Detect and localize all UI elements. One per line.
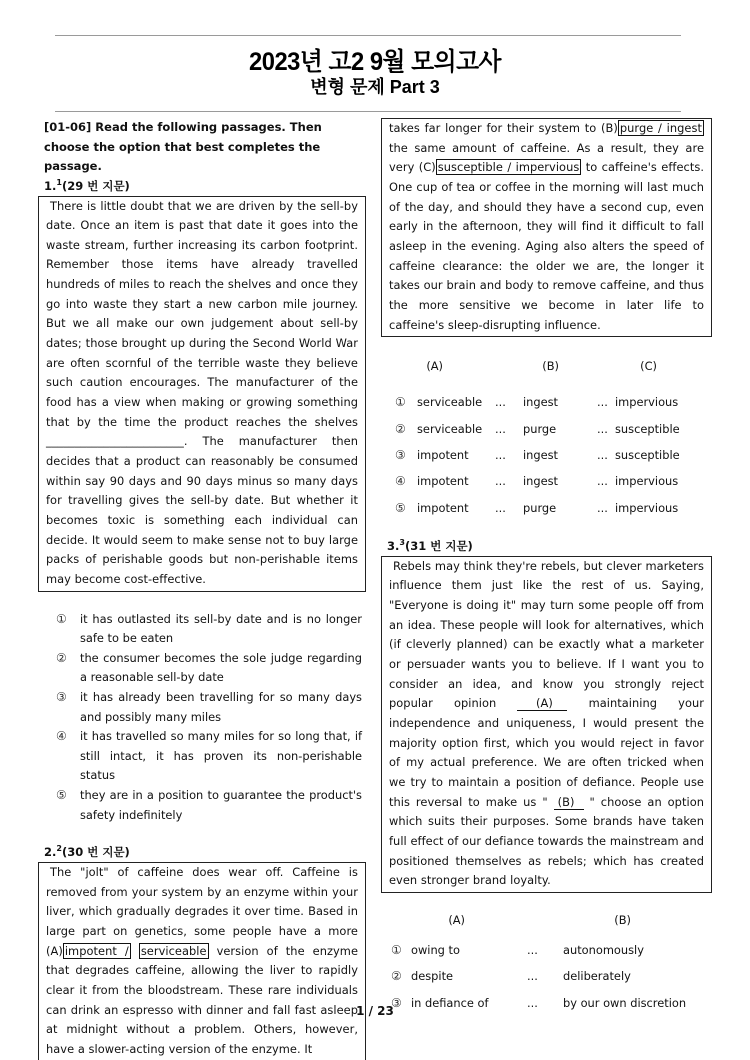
separator: ... bbox=[495, 447, 506, 462]
option-a: serviceable bbox=[417, 421, 483, 436]
option-number: ② bbox=[395, 421, 406, 436]
q1-option-4[interactable] bbox=[56, 727, 366, 786]
q3-blank-b: (B) bbox=[554, 795, 584, 810]
option-number: ④ bbox=[395, 474, 406, 489]
q2-option-3[interactable] bbox=[381, 442, 712, 468]
header-rule bbox=[55, 111, 681, 112]
separator: ... bbox=[597, 395, 608, 410]
option-text: they are in a position to guarantee the product's safety indefinitely bbox=[80, 787, 362, 822]
q2-answer-table bbox=[381, 347, 712, 520]
q3-text-3: " choose an option which suits their purposes. Some brands have taken full effect of our defiance towards the mainstream and positioned themselves as rebels; which has created even stronger brand loyalty. bbox=[389, 794, 704, 888]
option-number: ② bbox=[56, 650, 67, 665]
q1-option-3[interactable] bbox=[56, 688, 366, 727]
q3-number: 3. bbox=[387, 538, 400, 553]
option-text: it has outlasted its sell-by date and is no longer safe to be eaten bbox=[80, 611, 362, 646]
q2-number: 2. bbox=[44, 845, 57, 860]
option-c: impervious bbox=[615, 500, 679, 515]
option-b: deliberately bbox=[563, 969, 631, 984]
q1-source: (29 번 지문) bbox=[61, 178, 130, 193]
q2-choice-a-box-2: serviceable bbox=[140, 943, 207, 958]
q2-text-5: to caffeine's effects. One cup of tea or coffee in the morning will last much of the day, and should they have a second cup, even early in the afternoon, they will find it difficult to fall asleep in the evening. Aging also alters the speed of caffeine clearance: the older we are, the longer it takes our brain and body to remove caffeine, and thus the more sensitive we become in later life to caffeine's sleep-disrupting influence. bbox=[389, 160, 704, 332]
q2-table-header bbox=[381, 347, 712, 383]
q3-option-2[interactable] bbox=[381, 963, 712, 989]
separator: ... bbox=[495, 395, 506, 410]
q2-passage-part1 bbox=[38, 862, 366, 1060]
q3-option-1[interactable] bbox=[381, 937, 712, 963]
option-a: despite bbox=[411, 969, 454, 984]
q1-passage-text-2: . The manufacturer then decides that a product can reasonably be consumed within say 90 days and 90 days minus so many days for travelling gives the sell-by date. But whether it becomes toxic is something each individual can decide. It would seem to make sense not to buy large packs of perishable goods but non-perishable items may become cost-effective. bbox=[46, 434, 358, 586]
separator: ... bbox=[527, 969, 538, 984]
option-b: ingest bbox=[523, 474, 559, 489]
q2-option-4[interactable] bbox=[381, 468, 712, 494]
option-number: ③ bbox=[391, 995, 402, 1010]
page-title: 2023년 고2 9월 모의고사 bbox=[248, 48, 502, 76]
q2-header-a: (A) bbox=[426, 359, 443, 374]
option-c: impervious bbox=[615, 474, 679, 489]
option-a: impotent bbox=[417, 474, 469, 489]
separator: ... bbox=[597, 447, 608, 462]
q3-header-a: (A) bbox=[448, 912, 465, 927]
page-subtitle: 변형 문제 Part 3 bbox=[310, 77, 440, 97]
separator: ... bbox=[597, 474, 608, 489]
q1-options bbox=[38, 592, 366, 826]
option-text: the consumer becomes the sole judge regarding a reasonable sell-by date bbox=[80, 650, 362, 685]
q2-option-1[interactable] bbox=[381, 389, 712, 415]
q2-heading bbox=[38, 843, 366, 862]
q2-option-5[interactable] bbox=[381, 494, 712, 520]
option-b: purge bbox=[523, 500, 557, 515]
q2-choice-b-box: purge / ingest bbox=[619, 121, 702, 135]
q1-option-1[interactable] bbox=[56, 610, 366, 649]
left-column bbox=[38, 118, 366, 1060]
separator: ... bbox=[495, 500, 506, 515]
top-rule bbox=[55, 35, 681, 36]
q3-answer-table bbox=[381, 901, 712, 1016]
q2-text-3: takes far longer for their system to (B) bbox=[389, 121, 618, 135]
option-number: ③ bbox=[395, 447, 406, 462]
option-number: ⑤ bbox=[56, 787, 67, 802]
q3-text-2: maintaining your independence and uniqueness, I would present the majority option first, which you would reject in favor of my actual preference. We are often tricked when we try to maintain a position of defiance. People use this reversal to make us " bbox=[389, 696, 704, 809]
separator: ... bbox=[495, 474, 506, 489]
option-a: serviceable bbox=[417, 395, 483, 410]
separator: ... bbox=[527, 943, 538, 957]
instructions: [01-06] Read the following passages. Then choose the option that best completes the passage. bbox=[44, 120, 322, 173]
option-b: autonomously bbox=[563, 943, 644, 957]
q3-header-b: (B) bbox=[614, 912, 631, 927]
q2-source: (30 번 지문) bbox=[61, 845, 130, 860]
q2-footnote: 2 bbox=[56, 844, 62, 854]
q2-choice-c-box: susceptible / impervious bbox=[437, 160, 580, 175]
page-number: 1 / 23 bbox=[356, 1004, 394, 1018]
option-b: purge bbox=[523, 421, 557, 436]
q1-passage bbox=[38, 196, 366, 592]
option-number: ① bbox=[56, 611, 67, 626]
option-number: ④ bbox=[56, 729, 67, 744]
q1-heading bbox=[38, 177, 366, 196]
option-b: ingest bbox=[523, 447, 559, 462]
option-number: ① bbox=[395, 395, 406, 410]
q1-passage-text-1: There is little doubt that we are driven by the sell-by date. Once an item is past that date it goes into the waste stream, further increasing its carbon footprint. Remember those items have already travelled hundreds of miles to reach the shelves and once they go into waste they start a new carbon mile journey. But we all make our own judgement about sell-by dates; those brought up during the Second World War are often scornful of the terrible waste they believe such caution encourages. The manufacturer of the food has a view when making or growing something that by the time the product reaches the shelves bbox=[46, 198, 358, 429]
option-number: ② bbox=[391, 969, 402, 984]
q3-text-1: Rebels may think they're rebels, but clever marketers influence them just like the rest of us. Saying, "Everyone is doing it" may turn some people off from an idea. These people will look for alternatives, which (if cleverly planned) can be exactly what a marketer or persuader wants you to believe. If I want you to consider an idea, and know you strongly reject popular opinion bbox=[389, 558, 704, 711]
q2-choice-a-box-1: impotent / bbox=[64, 943, 129, 958]
q1-option-5[interactable] bbox=[56, 786, 366, 825]
q1-option-2[interactable] bbox=[56, 649, 366, 688]
separator: ... bbox=[527, 995, 538, 1010]
q1-footnote: 1 bbox=[56, 177, 62, 187]
option-c: susceptible bbox=[615, 421, 680, 436]
option-b: ingest bbox=[523, 395, 559, 410]
option-number: ③ bbox=[56, 690, 67, 704]
option-b: by our own discretion bbox=[563, 995, 687, 1010]
separator: ... bbox=[495, 421, 506, 436]
option-number: ⑤ bbox=[395, 500, 406, 515]
q3-heading bbox=[381, 537, 712, 556]
separator: ... bbox=[597, 421, 608, 436]
q2-text-2: version of the enzyme that degrades caffeine, allowing the liver to rapidly clear it from the bloodstream. These rare individuals can drink an espresso with dinner and fall fast asleep at midnight without a problem. Others, however, have a slower-acting version of the enzyme. It bbox=[46, 943, 359, 1057]
q2-header-b: (B) bbox=[542, 359, 559, 374]
q3-blank-a: (A) bbox=[517, 696, 567, 711]
option-a: owing to bbox=[411, 943, 460, 957]
option-text: it has travelled so many miles for so long that, if still intact, it has proven its non-perishable status bbox=[80, 729, 362, 783]
q3-source: (31 번 지문) bbox=[404, 538, 473, 553]
q3-footnote: 3 bbox=[399, 537, 405, 547]
q2-option-2[interactable] bbox=[381, 416, 712, 442]
option-a: in defiance of bbox=[411, 995, 489, 1010]
option-a: impotent bbox=[417, 447, 469, 462]
separator: ... bbox=[597, 500, 608, 515]
q2-header-c: (C) bbox=[640, 359, 657, 374]
q3-passage bbox=[381, 556, 712, 893]
right-column bbox=[381, 118, 712, 1016]
option-a: impotent bbox=[417, 500, 469, 515]
option-c: susceptible bbox=[615, 447, 680, 462]
option-number: ① bbox=[391, 943, 402, 957]
q2-text-4: the same amount of caffeine. As a result, they are very (C) bbox=[389, 140, 704, 175]
q3-table-header bbox=[381, 901, 712, 937]
q1-number: 1. bbox=[44, 178, 57, 193]
q2-text-1: The "jolt" of caffeine does wear off. Caffeine is removed from your system by an enzyme within your liver, which gradually degrades it over time. Based in large part on genetics, some people have a more (A) bbox=[46, 865, 358, 958]
option-text: it has already been travelling for so many days and possibly many miles bbox=[80, 690, 362, 724]
option-c: impervious bbox=[615, 395, 679, 410]
q2-passage-part2 bbox=[381, 118, 712, 337]
q1-blank: ________________________ bbox=[46, 434, 184, 449]
